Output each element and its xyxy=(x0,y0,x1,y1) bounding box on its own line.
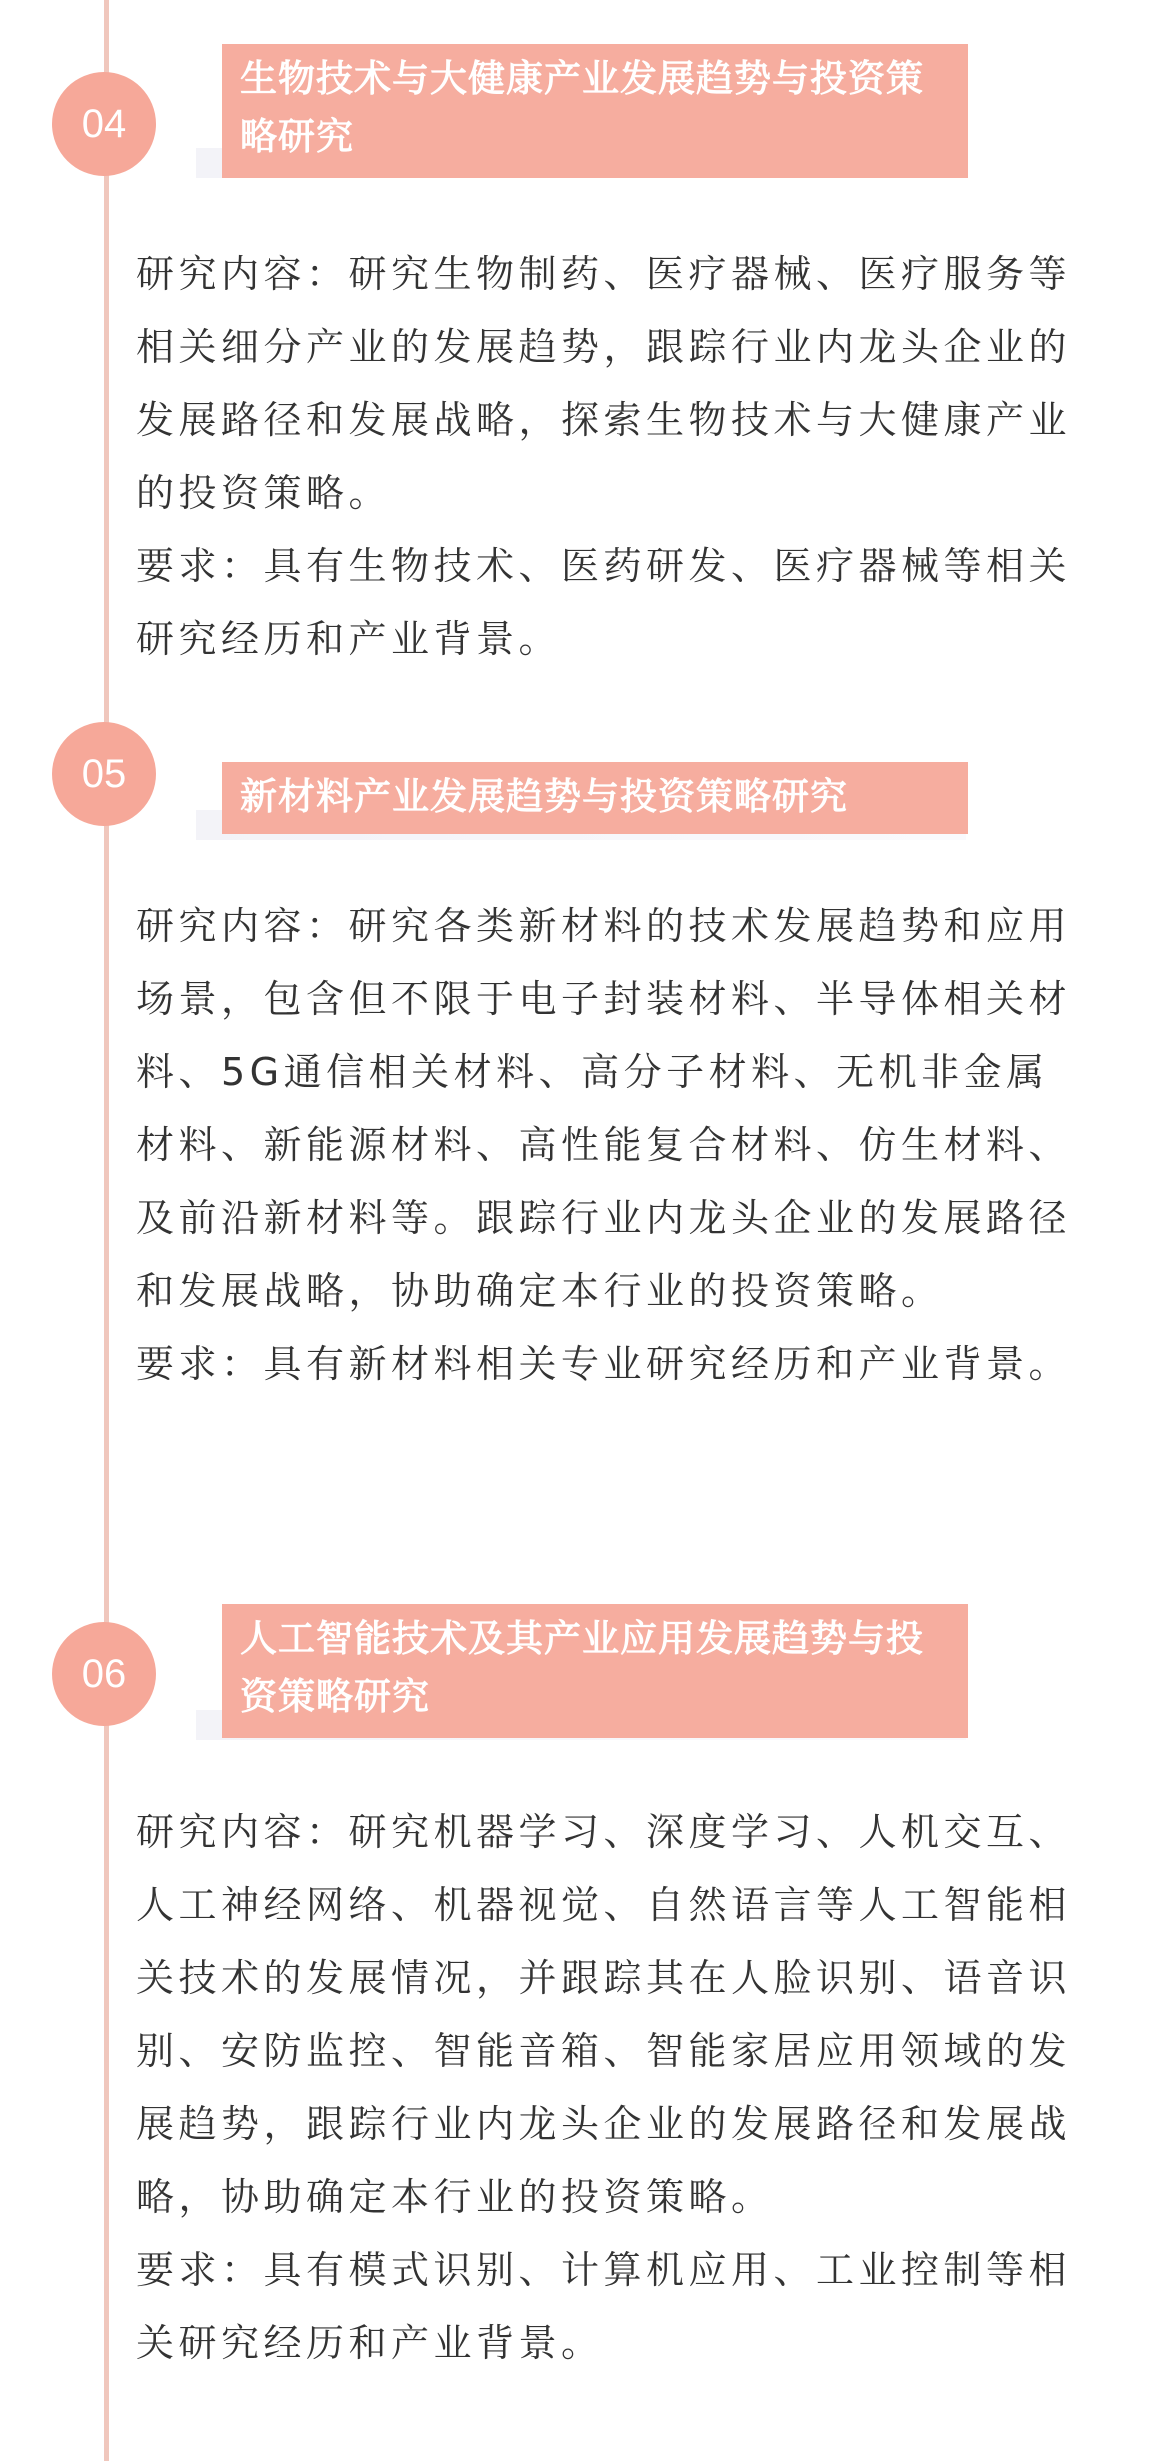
section-number-badge: 04 xyxy=(52,72,156,176)
requirement: 要求：具有新材料相关专业研究经历和产业背景。 xyxy=(136,1342,1072,1386)
section-body xyxy=(136,1796,1086,2380)
section-title: 新材料产业发展趋势与投资策略研究 xyxy=(222,762,968,834)
section-number-badge: 06 xyxy=(52,1622,156,1726)
section-number-badge: 05 xyxy=(52,722,156,826)
section-body xyxy=(136,890,1086,1401)
timeline-line xyxy=(104,0,109,2461)
research-content: 研究内容：研究各类新材料的技术发展趋势和应用场景，包含但不限于电子封装材料、半导体相关材料、5G通信相关材料、高分子材料、无机非金属材料、新能源材料、高性能复合材料、仿生材料、及前沿新材料等。跟踪行业内龙头企业的发展路径和发展战略，协助确定本行业的投资策略。 xyxy=(136,904,1072,1313)
research-content: 研究内容：研究生物制药、医疗器械、医疗服务等相关细分产业的发展趋势，跟踪行业内龙头企业的发展路径和发展战略，探索生物技术与大健康产业的投资策略。 xyxy=(136,252,1072,515)
section-title: 生物技术与大健康产业发展趋势与投资策略研究 xyxy=(222,44,968,178)
section-body xyxy=(136,238,1086,676)
requirement: 要求：具有生物技术、医药研发、医疗器械等相关研究经历和产业背景。 xyxy=(136,544,1072,661)
section-title: 人工智能技术及其产业应用发展趋势与投资策略研究 xyxy=(222,1604,968,1738)
requirement: 要求：具有模式识别、计算机应用、工业控制等相关研究经历和产业背景。 xyxy=(136,2248,1072,2365)
research-content: 研究内容：研究机器学习、深度学习、人机交互、人工神经网络、机器视觉、自然语言等人工智能相关技术的发展情况，并跟踪其在人脸识别、语音识别、安防监控、智能音箱、智能家居应用领域的发展趋势，跟踪行业内龙头企业的发展路径和发展战略，协助确定本行业的投资策略。 xyxy=(136,1810,1072,2219)
